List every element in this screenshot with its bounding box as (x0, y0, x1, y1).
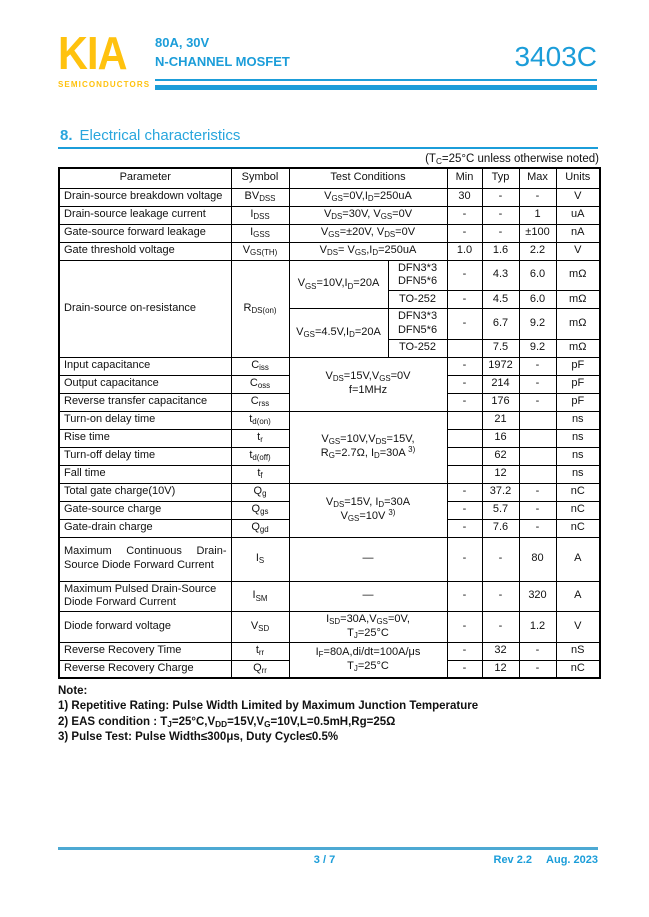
row-pulsed-diode-current (59, 581, 600, 612)
col-header-test-conditions: Test Conditions (289, 168, 447, 188)
row-rdson-dfn-10v (59, 260, 600, 291)
typ-cell: 16 (482, 429, 519, 447)
units-cell: nS (556, 642, 600, 660)
symbol-cell: $t_f$ (231, 465, 289, 483)
max-cell (519, 447, 556, 465)
row-turn-on-delay (59, 411, 600, 429)
min-cell (447, 411, 482, 429)
units-cell: mΩ (556, 339, 600, 357)
max-cell: 1 (519, 206, 556, 224)
param-cell: Gate-drain charge (59, 519, 231, 537)
symbol-cell: $I_{DSS}$ (231, 206, 289, 224)
units-cell: mΩ (556, 291, 600, 309)
typ-cell: 37.2 (482, 483, 519, 501)
header-rule-thin (155, 79, 597, 81)
symbol-cell: $I_{GSS}$ (231, 224, 289, 242)
symbol-cell: $R_{DS(on)}$ (231, 260, 289, 357)
min-cell: - (447, 612, 482, 643)
row-breakdown-voltage (59, 188, 600, 206)
row-reverse-recovery-time (59, 642, 600, 660)
typ-cell: 21 (482, 411, 519, 429)
section-number: 8. (60, 127, 73, 144)
note-item-1: 1) Repetitive Rating: Pulse Width Limited by Maximum Junction Temperature (58, 700, 479, 713)
units-cell: nC (556, 660, 600, 678)
min-cell: - (447, 357, 482, 375)
min-cell (447, 339, 482, 357)
electrical-characteristics-table (58, 167, 601, 679)
param-cell: Reverse Recovery Charge (59, 660, 231, 678)
section-title-rule (58, 147, 598, 149)
param-cell: Gate-source forward leakage (59, 224, 231, 242)
typ-cell: 1972 (482, 357, 519, 375)
units-cell: A (556, 537, 600, 581)
min-cell (447, 429, 482, 447)
max-cell: - (519, 483, 556, 501)
param-cell: Total gate charge(10V) (59, 483, 231, 501)
device-summary (155, 34, 290, 72)
device-rating: 80A, 30V (155, 35, 210, 50)
cond-cell: $V_{GS}=4.5V,I_D=20A$ (289, 309, 388, 358)
logo-subtitle: SEMICONDUCTORS (58, 80, 151, 89)
symbol-cell: $t_{rr}$ (231, 642, 289, 660)
part-number: 3403C (514, 41, 597, 72)
max-cell: - (519, 357, 556, 375)
max-cell: 320 (519, 581, 556, 612)
max-cell: 9.2 (519, 309, 556, 340)
min-cell: - (447, 642, 482, 660)
param-cell: Turn-on delay time (59, 411, 231, 429)
units-cell: nC (556, 501, 600, 519)
symbol-cell: $I_{SM}$ (231, 581, 289, 612)
row-total-gate-charge (59, 483, 600, 501)
symbol-cell: $V_{SD}$ (231, 612, 289, 643)
max-cell: - (519, 660, 556, 678)
symbol-cell: $t_r$ (231, 429, 289, 447)
typ-cell: - (482, 224, 519, 242)
param-cell: Drain-source breakdown voltage (59, 188, 231, 206)
min-cell: - (447, 375, 482, 393)
units-cell: pF (556, 375, 600, 393)
param-cell: Reverse transfer capacitance (59, 393, 231, 411)
typ-cell: - (482, 537, 519, 581)
symbol-cell: $I_S$ (231, 537, 289, 581)
cond-cell: $V_{GS}=10V,V_{DS}=15V$, $R_G=2.7\Omega$, $I_D=30A$ $^{3)}$ (289, 411, 447, 483)
min-cell: - (447, 309, 482, 340)
param-cell: Output capacitance (59, 375, 231, 393)
units-cell: nC (556, 483, 600, 501)
min-cell: - (447, 260, 482, 291)
row-gate-threshold (59, 242, 600, 260)
units-cell: ns (556, 429, 600, 447)
cond-cell: — (289, 537, 447, 581)
param-cell: Turn-off delay time (59, 447, 231, 465)
typ-cell: 4.5 (482, 291, 519, 309)
row-continuous-diode-current (59, 537, 600, 581)
table-caption: ($T_C=25^\circ C$ unless otherwise noted) (425, 153, 599, 167)
units-cell: V (556, 188, 600, 206)
units-cell: V (556, 612, 600, 643)
revision-label: Rev 2.2 (493, 854, 533, 866)
kia-logo (58, 27, 153, 89)
min-cell: - (447, 501, 482, 519)
min-cell (447, 447, 482, 465)
max-cell (519, 465, 556, 483)
typ-cell: - (482, 206, 519, 224)
max-cell: - (519, 519, 556, 537)
typ-cell: 176 (482, 393, 519, 411)
max-cell (519, 429, 556, 447)
table-header-row (59, 168, 600, 188)
typ-cell: - (482, 581, 519, 612)
notes-block (58, 684, 599, 746)
min-cell: - (447, 537, 482, 581)
typ-cell: 12 (482, 465, 519, 483)
units-cell: ns (556, 465, 600, 483)
cond-cell: $V_{GS}=10V,I_D=20A$ (289, 260, 388, 309)
cond-cell: $V_{DS}=15V$, $I_D=30A$ $V_{GS}=10V$ $^{3)}$ (289, 483, 447, 537)
package-cell: DFN3*3 DFN5*6 (388, 309, 447, 340)
symbol-cell: $Q_{gs}$ (231, 501, 289, 519)
max-cell: 1.2 (519, 612, 556, 643)
cond-cell: $I_{SD}=30A,V_{GS}=0V$, $T_J=25^\circ C$ (289, 612, 447, 643)
units-cell: V (556, 242, 600, 260)
max-cell: 6.0 (519, 260, 556, 291)
min-cell: - (447, 206, 482, 224)
symbol-cell: $Q_{rr}$ (231, 660, 289, 678)
min-cell (447, 465, 482, 483)
units-cell: ns (556, 411, 600, 429)
units-cell: mΩ (556, 260, 600, 291)
min-cell: - (447, 291, 482, 309)
footer-rule (58, 847, 598, 850)
max-cell: 6.0 (519, 291, 556, 309)
max-cell: 80 (519, 537, 556, 581)
max-cell: 9.2 (519, 339, 556, 357)
col-header-units: Units (556, 168, 600, 188)
max-cell: - (519, 375, 556, 393)
cond-cell: — (289, 581, 447, 612)
typ-cell: 7.5 (482, 339, 519, 357)
page-number: 3 / 7 (313, 854, 336, 866)
max-cell: - (519, 642, 556, 660)
col-header-parameter: Parameter (59, 168, 231, 188)
symbol-cell: $Q_{gd}$ (231, 519, 289, 537)
typ-cell: 1.6 (482, 242, 519, 260)
param-cell: Input capacitance (59, 357, 231, 375)
logo-wordmark: KIA (58, 27, 127, 79)
row-input-capacitance (59, 357, 600, 375)
units-cell: nC (556, 519, 600, 537)
revision-date: Aug. 2023 (546, 854, 598, 866)
cond-cell: $V_{GS}=\pm 20V$, $V_{DS}=0V$ (289, 224, 447, 242)
typ-cell: 6.7 (482, 309, 519, 340)
symbol-cell: $C_{oss}$ (231, 375, 289, 393)
units-cell: A (556, 581, 600, 612)
max-cell: ±100 (519, 224, 556, 242)
symbol-cell: $t_{d(on)}$ (231, 411, 289, 429)
param-cell: Maximum Pulsed Drain-Source Diode Forward Current (59, 581, 231, 612)
row-leakage-current (59, 206, 600, 224)
min-cell: 30 (447, 188, 482, 206)
min-cell: - (447, 581, 482, 612)
col-header-max: Max (519, 168, 556, 188)
section-title (60, 127, 240, 144)
col-header-typ: Typ (482, 168, 519, 188)
row-diode-forward-voltage (59, 612, 600, 643)
typ-cell: - (482, 612, 519, 643)
min-cell: - (447, 519, 482, 537)
cond-cell: $V_{DS}=30V$, $V_{GS}=0V$ (289, 206, 447, 224)
min-cell: - (447, 393, 482, 411)
units-cell: pF (556, 393, 600, 411)
typ-cell: 62 (482, 447, 519, 465)
package-cell: TO-252 (388, 339, 447, 357)
typ-cell: 4.3 (482, 260, 519, 291)
param-cell: Rise time (59, 429, 231, 447)
param-cell: Gate-source charge (59, 501, 231, 519)
param-cell: Reverse Recovery Time (59, 642, 231, 660)
units-cell: mΩ (556, 309, 600, 340)
cond-cell: $I_F=80A,di/dt=100A/\mu s$ $T_J=25^\circ C$ (289, 642, 447, 678)
max-cell: - (519, 393, 556, 411)
symbol-cell: $BV_{DSS}$ (231, 188, 289, 206)
symbol-cell: $V_{GS(TH)}$ (231, 242, 289, 260)
units-cell: uA (556, 206, 600, 224)
typ-cell: 32 (482, 642, 519, 660)
page-content (58, 153, 599, 746)
cond-cell: $V_{DS}=15V,V_{GS}=0V$ f=1MHz (289, 357, 447, 411)
max-cell: - (519, 501, 556, 519)
header-rule-thick (155, 85, 597, 90)
col-header-min: Min (447, 168, 482, 188)
symbol-cell: $C_{iss}$ (231, 357, 289, 375)
max-cell: - (519, 188, 556, 206)
package-cell: TO-252 (388, 291, 447, 309)
revision-info (480, 854, 599, 866)
param-cell: Drain-source on-resistance (59, 260, 231, 357)
param-cell: Fall time (59, 465, 231, 483)
typ-cell: - (482, 188, 519, 206)
min-cell: 1.0 (447, 242, 482, 260)
package-cell: DFN3*3 DFN5*6 (388, 260, 447, 291)
typ-cell: 7.6 (482, 519, 519, 537)
cond-cell: $V_{GS}=0V,I_D=250uA$ (289, 188, 447, 206)
units-cell: ns (556, 447, 600, 465)
param-cell: Diode forward voltage (59, 612, 231, 643)
min-cell: - (447, 660, 482, 678)
note-item-2: 2) EAS condition : $T_J=25^\circ C,V_{DD}=15V,V_G=10V,L=0.5mH,Rg=25\Omega$ (58, 715, 396, 730)
param-cell: Drain-source leakage current (59, 206, 231, 224)
symbol-cell: $t_{d(off)}$ (231, 447, 289, 465)
symbol-cell: $Q_g$ (231, 483, 289, 501)
param-cell: Maximum Continuous Drain-Source Diode Forward Current (59, 537, 231, 581)
typ-cell: 12 (482, 660, 519, 678)
param-cell: Gate threshold voltage (59, 242, 231, 260)
min-cell: - (447, 224, 482, 242)
typ-cell: 214 (482, 375, 519, 393)
section-title-text: Electrical characteristics (79, 127, 241, 144)
notes-label: Note: (58, 685, 88, 697)
symbol-cell: $C_{rss}$ (231, 393, 289, 411)
cond-cell: $V_{DS}= V_{GS},I_D=250uA$ (289, 242, 447, 260)
device-type: N-CHANNEL MOSFET (155, 53, 290, 69)
col-header-symbol: Symbol (231, 168, 289, 188)
min-cell: - (447, 483, 482, 501)
note-item-3: 3) Pulse Test: Pulse Width≤300μs, Duty Cycle≤0.5% (58, 731, 339, 744)
units-cell: pF (556, 357, 600, 375)
typ-cell: 5.7 (482, 501, 519, 519)
row-gate-source-leakage (59, 224, 600, 242)
max-cell (519, 411, 556, 429)
units-cell: nA (556, 224, 600, 242)
max-cell: 2.2 (519, 242, 556, 260)
